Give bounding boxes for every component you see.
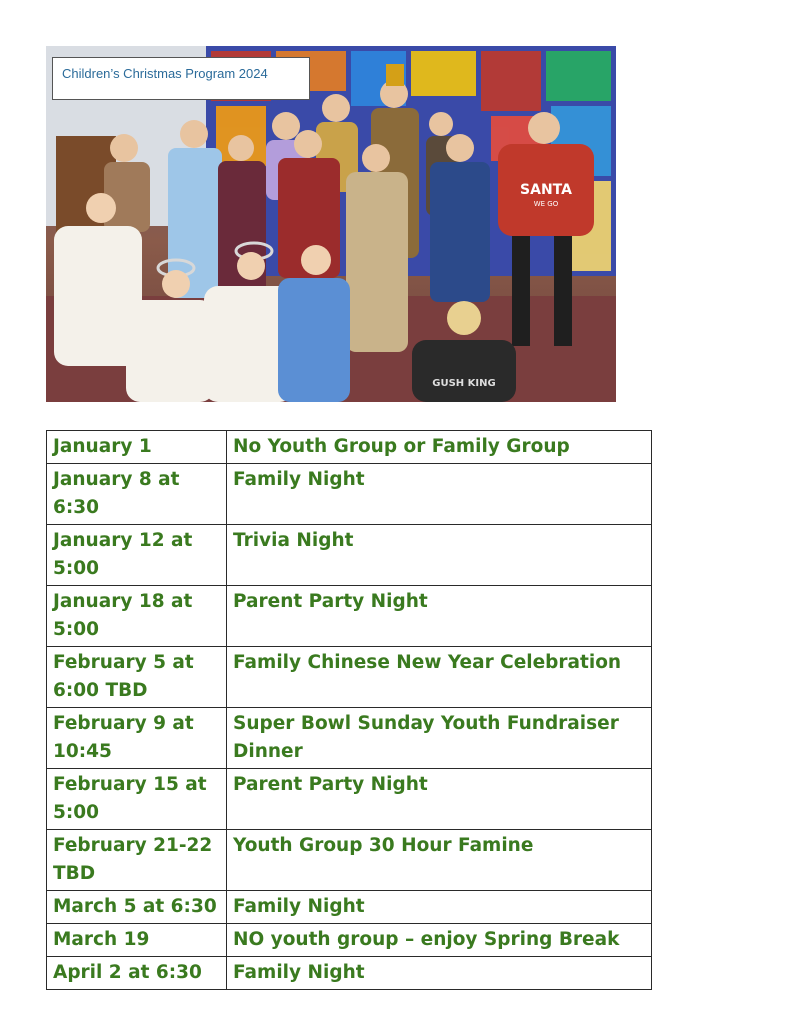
sweatshirt-subtext: WE GO xyxy=(533,200,559,208)
schedule-event: Family Night xyxy=(227,464,652,525)
schedule-date: February 15 at 5:00 xyxy=(47,769,227,830)
schedule-table xyxy=(46,430,652,990)
schedule-date: March 5 at 6:30 xyxy=(47,891,227,924)
schedule-date: March 19 xyxy=(47,924,227,957)
schedule-event: NO youth group – enjoy Spring Break xyxy=(227,924,652,957)
schedule-event: Family Night xyxy=(227,957,652,990)
group-photo xyxy=(46,46,616,402)
schedule-row xyxy=(47,830,652,891)
schedule-date: February 21-22 TBD xyxy=(47,830,227,891)
sweatshirt-text: SANTA xyxy=(520,182,572,198)
schedule-date: January 8 at 6:30 xyxy=(47,464,227,525)
schedule-row xyxy=(47,957,652,990)
schedule-event: Youth Group 30 Hour Famine xyxy=(227,830,652,891)
schedule-event: Super Bowl Sunday Youth Fundraiser Dinner xyxy=(227,708,652,769)
schedule-row xyxy=(47,586,652,647)
schedule-event: Parent Party Night xyxy=(227,769,652,830)
schedule-row xyxy=(47,431,652,464)
schedule-row xyxy=(47,464,652,525)
schedule-date: February 9 at 10:45 xyxy=(47,708,227,769)
schedule-event: Family Chinese New Year Celebration xyxy=(227,647,652,708)
schedule-row xyxy=(47,924,652,957)
schedule-row xyxy=(47,647,652,708)
schedule-event: Parent Party Night xyxy=(227,586,652,647)
schedule-row xyxy=(47,525,652,586)
schedule-row xyxy=(47,769,652,830)
schedule-row xyxy=(47,891,652,924)
schedule-date: January 12 at 5:00 xyxy=(47,525,227,586)
schedule-date: February 5 at 6:00 TBD xyxy=(47,647,227,708)
schedule-event: No Youth Group or Family Group xyxy=(227,431,652,464)
schedule-date: April 2 at 6:30 xyxy=(47,957,227,990)
schedule-event: Trivia Night xyxy=(227,525,652,586)
caption-box xyxy=(52,57,310,100)
schedule-event: Family Night xyxy=(227,891,652,924)
schedule-date: January 18 at 5:00 xyxy=(47,586,227,647)
schedule-date: January 1 xyxy=(47,431,227,464)
schedule-row xyxy=(47,708,652,769)
shirt-text: GUSH KING xyxy=(432,378,496,389)
photo-caption: Children’s Christmas Program 2024 xyxy=(62,66,268,81)
